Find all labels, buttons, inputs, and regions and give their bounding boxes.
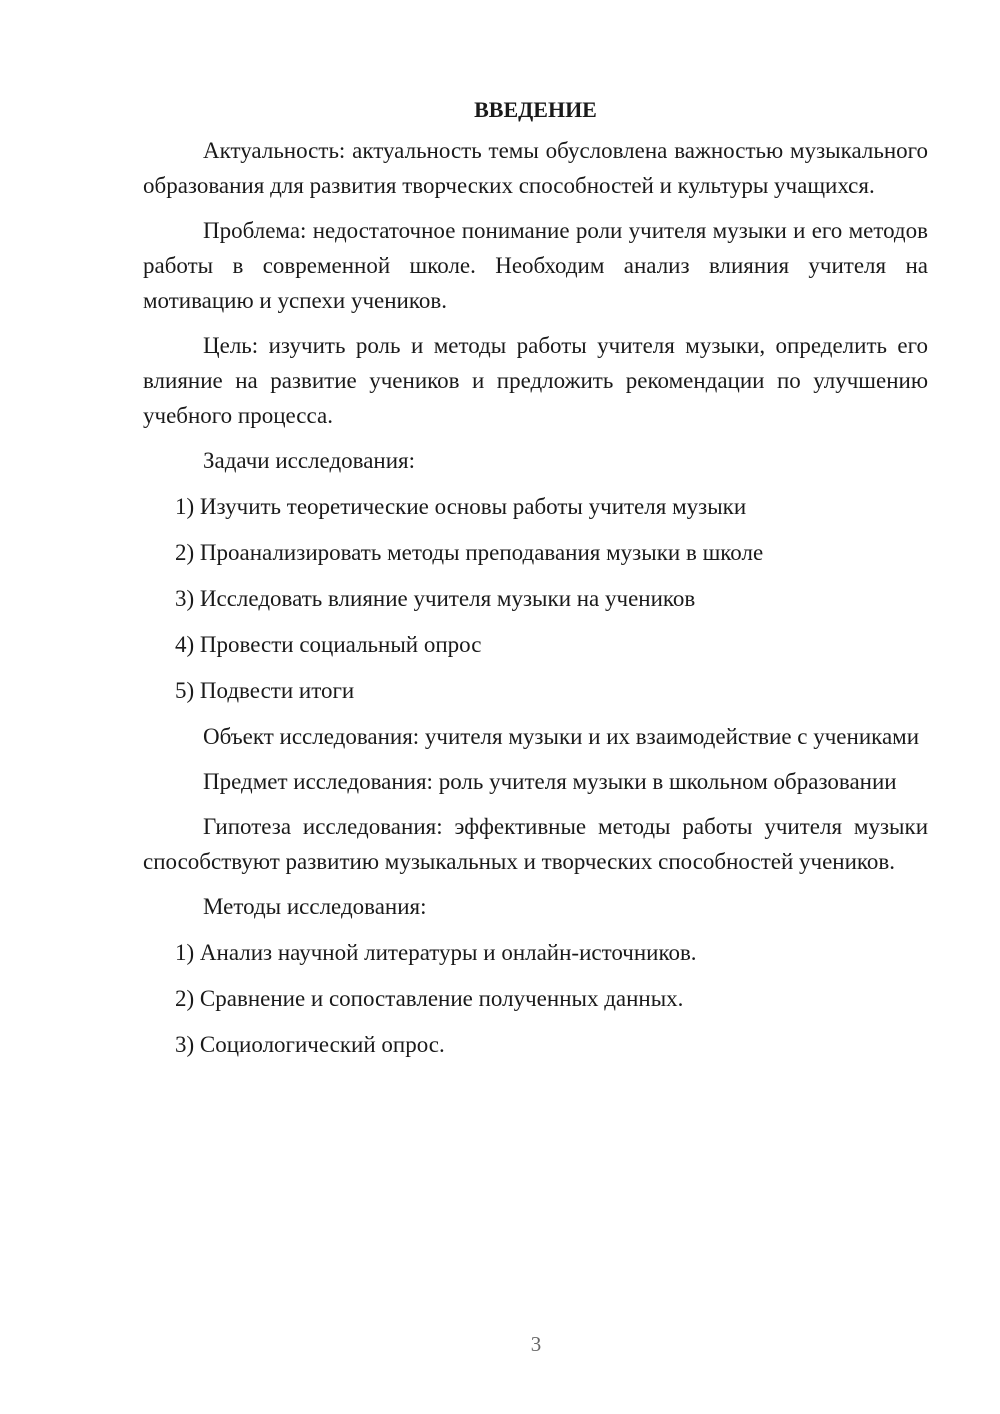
- tasks-heading: Задачи исследования:: [203, 448, 416, 473]
- list-item: 2) Сравнение и сопоставление полученных данных.: [175, 986, 684, 1011]
- list-item: 1) Анализ научной литературы и онлайн-источников.: [175, 940, 697, 965]
- problem-paragraph: Проблема: недостаточное понимание роли учителя музыки и его методов работы в современной школе. Необходим анализ влияния учителя на мотивацию и успехи учеников.: [143, 218, 928, 313]
- methods-list: [143, 935, 928, 1062]
- tasks-list: [143, 489, 928, 708]
- list-item: 2) Проанализировать методы преподавания музыки в школе: [175, 540, 764, 565]
- page-title: ВВЕДЕНИЕ: [474, 97, 597, 122]
- methods-heading: Методы исследования:: [203, 894, 427, 919]
- page-number: 3: [530, 1332, 542, 1356]
- list-item: 3) Исследовать влияние учителя музыки на учеников: [175, 586, 696, 611]
- goal-paragraph: Цель: изучить роль и методы работы учителя музыки, определить его влияние на развитие учеников и предложить рекомендации по улучшению учебного процесса.: [143, 333, 928, 428]
- document-page: [143, 92, 928, 1073]
- list-item: 5) Подвести итоги: [175, 678, 355, 703]
- subject-paragraph: Предмет исследования: роль учителя музыки в школьном образовании: [203, 769, 897, 794]
- object-paragraph: Объект исследования: учителя музыки и их взаимодействие с учениками: [203, 724, 920, 749]
- relevance-paragraph: Актуальность: актуальность темы обусловлена важностью музыкального образования для развития творческих способностей и культуры учащихся.: [143, 138, 928, 198]
- list-item: 4) Провести социальный опрос: [175, 632, 482, 657]
- list-item: 1) Изучить теоретические основы работы учителя музыки: [175, 494, 747, 519]
- hypothesis-paragraph: Гипотеза исследования: эффективные методы работы учителя музыки способствуют развитию музыкальных и творческих способностей учеников.: [143, 814, 928, 874]
- list-item: 3) Социологический опрос.: [175, 1032, 445, 1057]
